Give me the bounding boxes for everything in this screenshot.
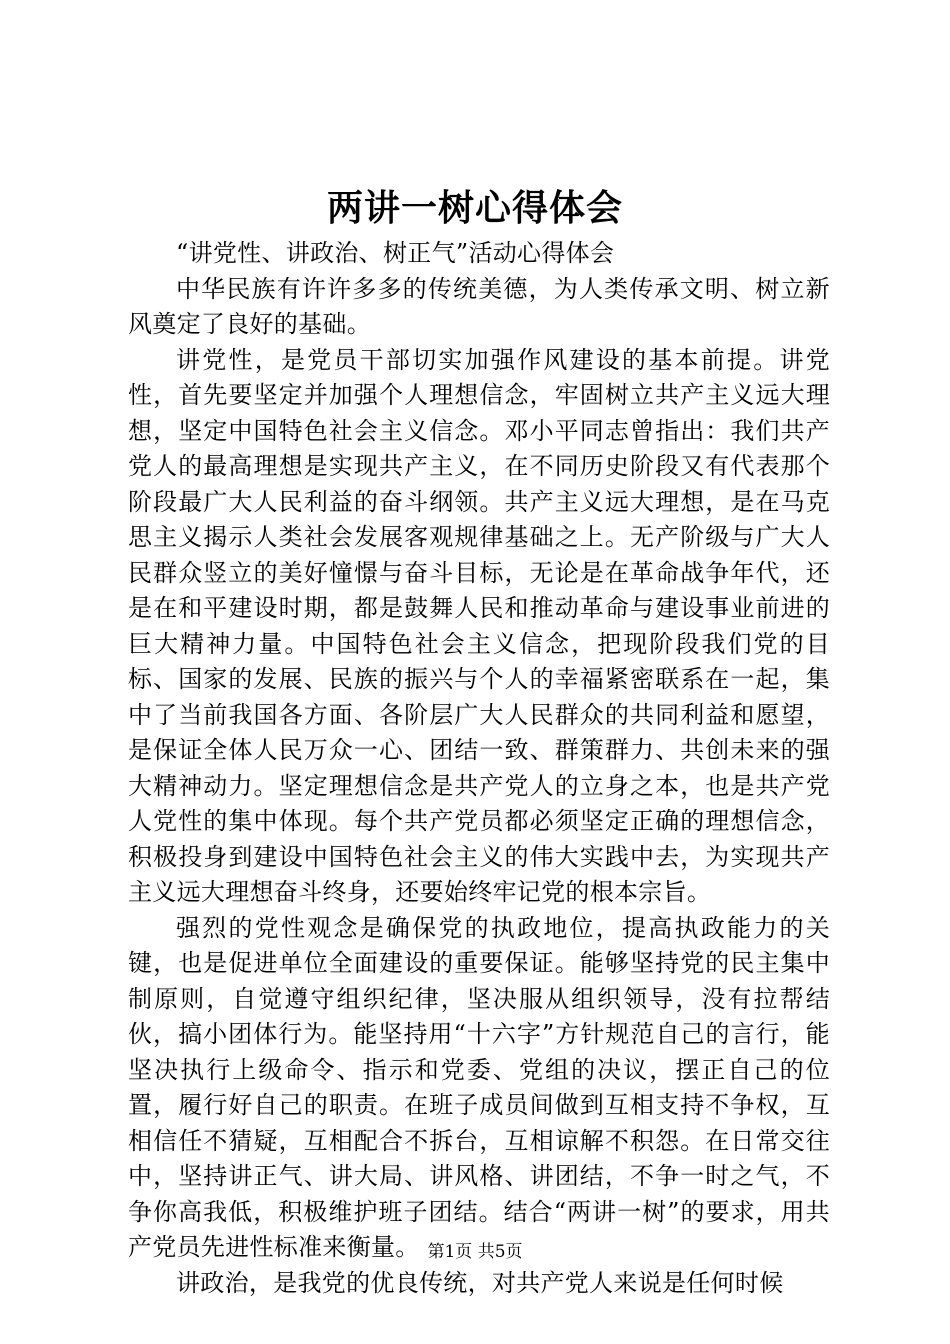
body-paragraph: 强烈的党性观念是确保党的执政地位，提高执政能力的关键，也是促进单位全面建设的重要保证。能够坚持党的民主集中制原则，自觉遵守组织纪律，坚决服从组织领导，没有拉帮结伙，搞小团体行为。能坚持用“十六字”方针规范自己的言行，能坚决执行上级命令、指示和党委、党组的决议，摆正自己的位置，履行好自己的职责。在班子成员间做到互相支持不争权，互相信任不猜疑，互相配合不拆台，互相谅解不积怨。在日常交往中，坚持讲正气、讲大局、讲风格、讲团结，不争一时之气，不争你高我低，积极维护班子团结。结合“两讲一树”的要求，用共产党员先进性标准来衡量。 (128, 913, 830, 1261)
body-paragraph: 讲政治，是我党的优良传统，对共产党人来说是任何时候 (176, 1268, 784, 1297)
body-paragraph: 中华民族有许许多多的传统美德，为人类传承文明、树立新风奠定了良好的基础。 (128, 274, 830, 338)
body-paragraph: 讲党性，是党员干部切实加强作风建设的基本前提。讲党性，首先要坚定并加强个人理想信念，牢固树立共产主义远大理想，坚定中国特色社会主义信念。邓小平同志曾指出：我们共产党人的最高理想是实现共产主义，在不同历史阶段又有代表那个阶段最广大人民利益的奋斗纲领。共产主义远大理想，是在马克思主义揭示人类社会发展客观规律基础之上。无产阶级与广大人民群众竖立的美好憧憬与奋斗目标，无论是在革命战争年代，还是在和平建设时期，都是鼓舞人民和推动革命与建设事业前进的巨大精神力量。中国特色社会主义信念，把现阶段我们党的目标、国家的发展、民族的振兴与个人的幸福紧密联系在一起，集中了当前我国各方面、各阶层广大人民群众的共同利益和愿望，是保证全体人民万众一心、团结一致、群策群力、共创未来的强大精神动力。坚定理想信念是共产党人的立身之本，也是共产党人党性的集中体现。每个共产党员都必须坚定正确的理想信念，积极投身到建设中国特色社会主义的伟大实践中去，为实现共产主义远大理想奋斗终身，还要始终牢记党的根本宗旨。 (128, 345, 830, 906)
page-number-footer: 第1页 共5页 (427, 1242, 523, 1262)
subtitle-paragraph: “讲党性、讲政治、树正气”活动心得体会 (176, 239, 615, 267)
document-title: 两讲一树心得体会 (326, 187, 623, 229)
document-body (128, 236, 830, 1301)
